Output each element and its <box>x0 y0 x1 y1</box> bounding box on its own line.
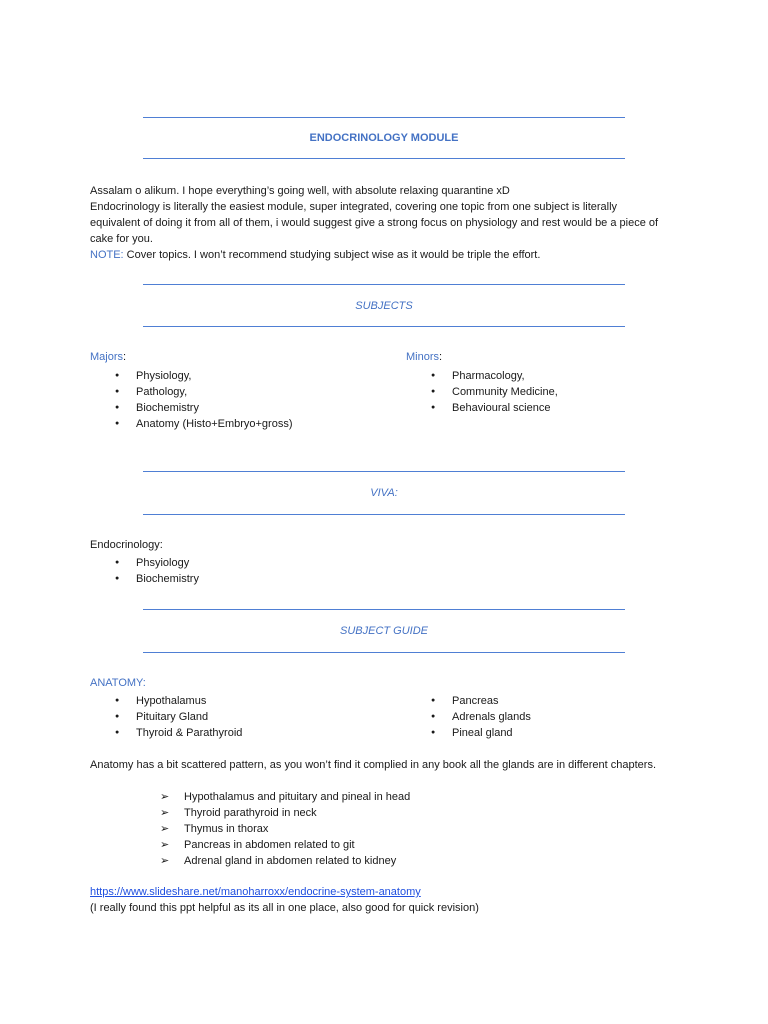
minors-label: Minors: <box>406 351 443 363</box>
majors-label: Majors: <box>90 351 127 363</box>
divider <box>143 284 625 285</box>
arrow-list-item: ➢ Hypothalamus and pituitary and pineal in head <box>160 789 410 805</box>
list-item: ● Hypothalamus <box>90 693 242 709</box>
page-title: ENDOCRINOLOGY MODULE <box>309 132 459 144</box>
gland-location-list <box>160 789 410 869</box>
anatomy-left-list <box>90 693 242 741</box>
list-item: ● Thyroid & Parathyroid <box>90 725 242 741</box>
intro-paragraph <box>90 183 660 263</box>
list-item: ● Biochemistry <box>90 571 199 587</box>
arrow-list-item: ➢ Thyroid parathyroid in neck <box>160 805 410 821</box>
list-item: ● Pineal gland <box>406 725 531 741</box>
note-line <box>90 247 660 263</box>
divider <box>143 609 625 610</box>
arrow-list-item: ➢ Adrenal gland in abdomen related to kidney <box>160 853 410 869</box>
resource-block <box>90 884 660 916</box>
anatomy-paragraph: Anatomy has a bit scattered pattern, as you won’t find it complied in any book all the glands are in different chapters. <box>90 759 657 771</box>
arrow-list-item: ➢ Thymus in thorax <box>160 821 410 837</box>
divider <box>143 514 625 515</box>
divider <box>143 158 625 159</box>
slideshare-link[interactable]: https://www.slideshare.net/manoharroxx/endocrine-system-anatomy <box>90 886 421 898</box>
arrow-list-item: ➢ Pancreas in abdomen related to git <box>160 837 410 853</box>
viva-list <box>90 555 199 587</box>
divider <box>143 471 625 472</box>
list-item: ● Pancreas <box>406 693 531 709</box>
intro-text: Endocrinology is literally the easiest module, super integrated, covering one topic from one subject is literally equivalent of doing it from all of them, i would suggest give a strong focus on physiology and rest would be a piece of cake for you. <box>90 201 659 245</box>
note-label: NOTE: <box>90 249 124 261</box>
subject-guide-heading: SUBJECT GUIDE <box>339 625 428 637</box>
list-item: ● Community Medicine, <box>406 384 558 400</box>
list-item: ● Phsyiology <box>90 555 199 571</box>
viva-label: Endocrinology: <box>90 539 163 551</box>
greeting-line: Assalam o alikum. I hope everything’s going well, with absolute relaxing quarantine xD <box>90 185 510 197</box>
divider <box>143 652 625 653</box>
list-item: ● Pharmacology, <box>406 368 558 384</box>
viva-heading: VIVA: <box>370 487 398 499</box>
list-item: ● Adrenals glands <box>406 709 531 725</box>
anatomy-right-list <box>406 693 531 741</box>
list-item: ● Behavioural science <box>406 400 558 416</box>
list-item: ● Pathology, <box>90 384 293 400</box>
list-item: ● Anatomy (Histo+Embryo+gross) <box>90 416 293 432</box>
subjects-heading: SUBJECTS <box>355 300 413 312</box>
divider <box>143 326 625 327</box>
list-item: ● Physiology, <box>90 368 293 384</box>
list-item: ● Biochemistry <box>90 400 293 416</box>
note-text: Cover topics. I won’t recommend studying subject wise as it would be triple the effort. <box>123 249 541 261</box>
minors-list <box>406 368 558 416</box>
list-item: ● Pituitary Gland <box>90 709 242 725</box>
anatomy-label: ANATOMY: <box>90 677 146 689</box>
divider <box>143 117 625 118</box>
link-note: (I really found this ppt helpful as its all in one place, also good for quick revision) <box>90 902 479 914</box>
majors-list <box>90 368 293 432</box>
